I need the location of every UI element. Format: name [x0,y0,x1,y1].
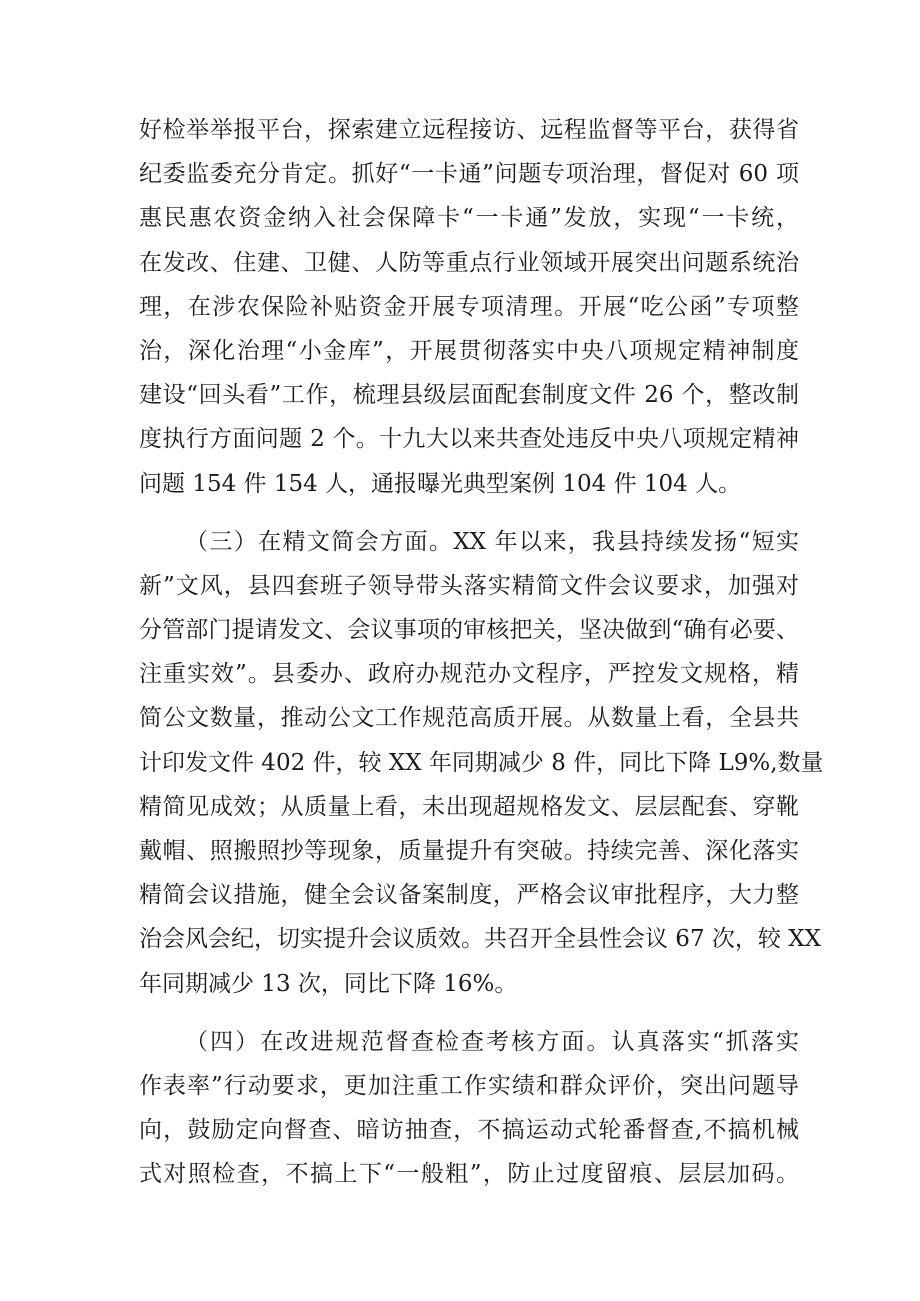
paragraph-1 [139,108,799,506]
paragraph-line: 注重实效”。县委办、政府办规范办文程序，严控发文规格，精 [139,661,799,688]
paragraph-line: 惠民惠农资金纳入社会保障卡“一卡通”发放，实现“一卡统， [139,205,799,232]
paragraph-line: 简公文数量，推动公文工作规范高质开展。从数量上看，全县共 [139,705,799,732]
paragraph-line: 纪委监委充分肯定。抓好“一卡通”问题专项治理，督促对 60 项 [139,161,799,188]
paragraph-line: 作表率”行动要求，更加注重工作实绩和群众评价，突出问题导 [139,1072,799,1099]
paragraph-line: 治会风会纪，切实提升会议质效。共召开全县性会议 67 次，较 XX [139,926,821,953]
paragraph-line: 式对照检查，不搞上下“一般粗”，防止过度留痕、层层加码。 [139,1161,799,1188]
paragraph-line: 度执行方面问题 2 个。十九大以来共查处违反中央八项规定精神 [139,426,799,453]
paragraph-line: 在发改、住建、卫健、人防等重点行业领域开展突出问题系统治 [139,249,799,276]
paragraph-line: 年同期减少 13 次，同比下降 16%。 [139,970,518,997]
paragraph-spacer [139,506,799,520]
paragraph-line: 向，鼓励定向督查、暗访抽查，不搞运动式轮番督查,不搞机械 [139,1117,799,1144]
paragraph-line: 精简见成效；从质量上看，未出现超规格发文、层层配套、穿靴 [139,793,799,820]
paragraph-line: 新”文风，县四套班子领导带头落实精简文件会议要求，加强对 [139,572,799,599]
paragraph-line: 问题 154 件 154 人，通报曝光典型案例 104 件 104 人。 [139,470,742,497]
paragraph-line: 理，在涉农保险补贴资金开展专项清理。开展“吃公函”专项整 [139,293,799,320]
paragraph-line: 分管部门提请发文、会议事项的审核把关，坚决做到“确有必要、 [139,617,799,644]
paragraph-line: 建设“回头看”工作，梳理县级层面配套制度文件 26 个，整改制 [139,382,799,409]
paragraph-line: 戴帽、照搬照抄等现象，质量提升有突破。持续完善、深化落实 [139,838,799,864]
paragraph-line: 计印发文件 402 件，较 XX 年同期减少 8 件，同比下降 L9%,数量 [139,749,824,776]
paragraph-2 [139,520,824,1006]
document-body [139,108,824,1197]
paragraph-line: 好检举举报平台，探索建立远程接访、远程监督等平台，获得省 [139,117,799,143]
paragraph-line: 精简会议措施，健全会议备案制度，严格会议审批程序，大力整 [139,882,799,909]
paragraph-line: 治，深化治理“小金库”，开展贯彻落实中央八项规定精神制度 [139,337,799,364]
paragraph-spacer [139,1006,799,1020]
paragraph-line: （四）在改进规范督查检查考核方面。认真落实“抓落实 [185,1028,799,1055]
paragraph-line: （三）在精文简会方面。XX 年以来，我县持续发扬“短实 [185,528,799,555]
paragraph-3 [139,1020,799,1197]
